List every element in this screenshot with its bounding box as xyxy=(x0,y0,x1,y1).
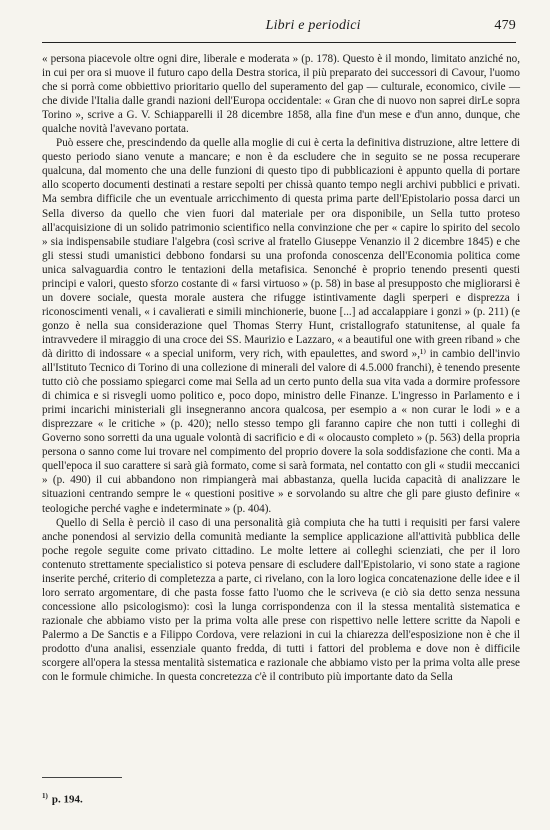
footnote-marker: 1) xyxy=(42,792,48,800)
footnote-text: p. 194. xyxy=(51,793,83,806)
header-rule xyxy=(42,42,516,43)
page-number: 479 xyxy=(494,18,516,33)
paragraph-3: Quello di Sella è perciò il caso di una personalità già compiuta che ha tutti i requisiti per farsi valere anche ponendosi al servizio della comunità mediante la semplice applicazione all'attività pubblica delle poche regole seguite come privato cittadino. Le molte lettere ai colleghi scienziati, che per il loro contenuto strettamente specialistico si poteva pensare di escludere dall'Epistolario, vi sono state a ragione inserite perché, criterio di completezza a parte, ci rivelano, con la loro logica concatenazione delle idee e il loro serrato argomentare, di che pasta fosse fatto l'uomo che le scriveva (e ciò sia detto senza nessuna concessione allo psicologismo): così la lunga corrispondenza con il la stessa mentalità sistematica e razionale che abbiamo visto per la prima volta alle prese con rispettivo nelle lettere scritte da Napoli e Palermo a De Sanctis e a Filippo Cordova, vere relazioni in cui la chiarezza dell'esposizione non è che il prodotto d'una analisi, essenziale quanto fredda, di tutti i fattori del problema e dove non è difficile scorgere all'opera la stessa mentalità sistematica e razionale che abbiamo visto per la prima volta alle prese con le formule chimiche. In questa concretezza c'è il contributo più importante dato da Sella xyxy=(42,516,520,684)
running-head xyxy=(42,18,516,38)
paragraph-1: « persona piacevole oltre ogni dire, liberale e moderata » (p. 178). Questo è il mondo, limitato anziché no, in cui per ora si muove il futuro capo della Destra storica, il più preparato dei successori di Cavour, l'uomo che si porrà come obbiettivo prioritario quello del superamento del gap — culturale, economico, civile — che divide l'Italia dalle grandi nazioni dell'Europa occidentale: « Gran che di nuovo non saprei dirLe sopra Torino », scrive a G. V. Schiapparelli il 28 dicembre 1858, alla fine d'un mese e d'un anno, dunque, che qualche novità l'avevano portata. xyxy=(42,53,520,136)
paragraph-2: Può essere che, prescindendo da quelle alla moglie di cui è certa la definitiva distruzione, altre lettere di questo periodo siano venute a mancare; e non è da escludere che in seguito se ne possa recuperare qualcuna, dal momento che una delle funzioni di questo tipo di pubblicazioni è appunto quella di portare allo scoperto documenti destinati a restare sepolti per chissà quanto tempo negli archivi pubblici e privati. Ma sembra difficile che un eventuale arricchimento di questa prima parte dell'Epistolario possa darci un Sella diverso da quello che vien fuori dal materiale per ora disponibile, un Sella tutto proteso all'acquisizione di un solido patrimonio scientifico nella convinzione che per « capire lo spirito del secolo » sia indispensabile studiare l'algebra (così scrive al fratello Giuseppe Venanzio il 2 dicembre 1845) e che gli stessi studi umanistici debbono fondarsi su una profonda conoscenza dell'Economia politica come unica salvaguardia contro le tentazioni della metafisica. Senonché è proprio tenendo presenti questi principi e valori, questo sforzo costante di « farsi virtuoso » (p. 58) in base al presupposto che migliorarsi è un dovere sociale, questa morale austera che rifugge istintivamente dagli sperperi e disprezza i riconoscimenti venali, « i cavalierati e simili minchionerie, buone [...] ad accalappiare i gonzi » (p. 211) (e gonzo è nella sua considerazione quel Thomas Sterry Hunt, cristallografo statunitense, al quale fa intravvedere il miraggio di una croce dei SS. Maurizio e Lazzaro, « a beautiful one with green riband » che dà diritto di indossare « a special uniform, very rich, with epaulettes, and sword »,¹⁾ in cambio dell'invio all'Istituto Tecnico di Torino di una collezione di minerali del valore di 4.5.000 franchi), è tenendo presente tutto ciò che possiamo spiegarci come mai Sella ad un certo punto della sua vita vada a dormire professore di chimica e si risvegli uomo politico e, poco dopo, ministro delle Finanze. L'ingresso in Parlamento e i primi incarichi ministeriali gli insegneranno ancora qualcosa, per esempio a « non curar le lodi » e a disprezzare « le critiche » (p. 420); nello stesso tempo gli faranno capire che non tutti i colleghi di Governo sono sorretti da una uguale volontà di sacrificio e di « olocausto completo » (p. 563) della propria persona o sanno come lui trovare nel compimento del proprio dovere la sola soddisfazione che conti. Ma a quell'epoca il suo carattere si sarà già formato, come si sarà formata, nel contatto con gli « studii meccanici » (p. 490) il cui abbandono non rimpiangerà mai abbastanza, quella lucida capacità di analizzare le situazioni centrando sempre le « questioni positive » e sorvolando su altre che gli pare giusto definire « teologiche perché vaghe e indeterminate » (p. 404). xyxy=(42,137,520,515)
section-title: Libri e periodici xyxy=(265,18,361,33)
footnote-rule xyxy=(42,777,122,778)
footnote xyxy=(42,792,83,806)
body-text xyxy=(42,52,520,684)
